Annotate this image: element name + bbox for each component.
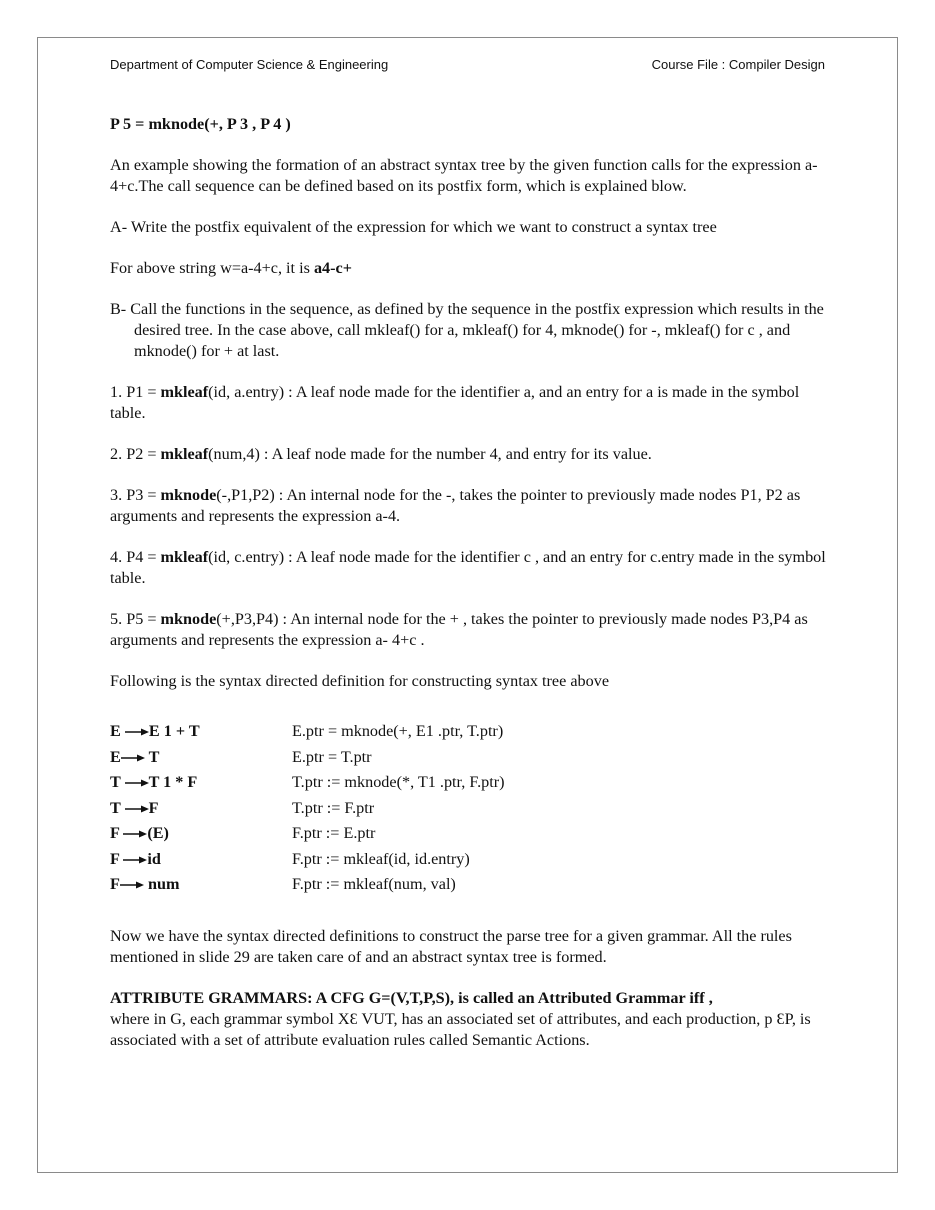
rule-row [110,719,828,745]
call-4 [110,547,828,589]
document-body [110,114,828,1051]
call-5-fn: mknode [160,610,217,628]
arrow-icon [125,804,149,814]
call-3-post: (-,P1,P2) : An internal node for the -, takes the pointer to previously made nodes P1, P2 as arguments and represents the expression a-4. [110,486,801,525]
rule-rhs: num [147,875,180,893]
top-line: P 5 = mknode(+, P 3 , P 4 ) [110,115,291,133]
rule-row [110,821,828,847]
call-3-pre: 3. P3 = [110,486,161,504]
call-2-pre: 2. P2 = [110,445,161,463]
rule-row [110,745,828,771]
arrow-icon [123,855,147,865]
sdd-intro: Following is the syntax directed definition for constructing syntax tree above [110,672,609,690]
rule-production [110,796,292,822]
call-5-post: (+,P3,P4) : An internal node for the + , takes the pointer to previously made nodes P3,P4 as arguments and represents the expression a- 4+c . [110,610,808,649]
postfix-prefix: For above string w=a-4+c, it is [110,259,314,277]
call-3-fn: mknode [160,486,217,504]
step-b: B- Call the functions in the sequence, as defined by the sequence in the postfix expression which results in the desired tree. In the case above, call mkleaf() for a, mkleaf() for 4, mknode() for -, mkleaf() for c , and mknode() for + at last. [110,300,824,360]
rule-rhs: T [148,747,160,766]
rule-production [110,821,292,847]
rule-lhs: E [110,747,121,766]
rule-action: F.ptr := mkleaf(num, val) [292,875,456,893]
rule-row [110,770,828,796]
attribute-grammars [110,988,828,1051]
call-3 [110,485,828,527]
step-a: A- Write the postfix equivalent of the expression for which we want to construct a syntax tree [110,218,717,236]
intro-paragraph: An example showing the formation of an abstract syntax tree by the given function calls for the expression a-4+c.The call sequence can be defined based on its postfix form, which is explained blow. [110,156,818,195]
call-4-post: (id, c.entry) : A leaf node made for the identifier c , and an entry for c.entry made in the symbol table. [110,548,826,587]
rule-action: T.ptr := F.ptr [292,798,375,817]
rule-production [110,770,292,796]
rule-production [110,847,292,873]
attribute-grammars-body: where in G, each grammar symbol XƐ VUT, has an associated set of attributes, and each production, p ƐP, is associated with a set of attribute evaluation rules called Semantic Actions. [110,1009,811,1049]
rule-production [110,745,292,771]
call-4-pre: 4. P4 = [110,548,161,566]
rule-lhs: E [110,722,121,740]
call-1-pre: 1. P1 = [110,383,161,401]
call-1-post: (id, a.entry) : A leaf node made for the identifier a, and an entry for a is made in the symbol table. [110,383,800,422]
postfix-value: a4-c+ [313,259,352,277]
rule-rhs: F [148,798,159,817]
arrow-icon [123,829,147,839]
postfix-line [110,258,828,279]
rule-production [110,719,292,745]
page-header [110,57,825,72]
rule-action: T.ptr := mknode(*, T1 .ptr, F.ptr) [292,773,505,791]
rule-production [110,872,292,898]
call-2-post: (num,4) : A leaf node made for the number 4, and entry for its value. [208,445,652,463]
rule-rhs: T 1 * F [148,773,198,791]
arrow-icon [125,778,149,788]
arrow-icon [120,880,144,890]
call-5-pre: 5. P5 = [110,610,161,628]
rule-lhs: F [110,849,120,868]
rule-rhs: (E) [147,824,169,842]
rule-action: E.ptr = mknode(+, E1 .ptr, T.ptr) [292,722,504,740]
header-department: Department of Computer Science & Engineering [110,57,389,72]
conclusion-paragraph: Now we have the syntax directed definitions to construct the parse tree for a given grammar. All the rules mentioned in slide 29 are taken care of and an abstract syntax tree is formed. [110,926,792,966]
call-1-fn: mkleaf [160,383,209,401]
rule-lhs: T [110,773,121,791]
call-4-fn: mkleaf [160,548,209,566]
call-5 [110,609,828,651]
call-1 [110,382,828,424]
call-2-fn: mkleaf [160,445,209,463]
rule-lhs: F [110,824,120,842]
rule-action: F.ptr := mkleaf(id, id.entry) [292,849,470,868]
sdd-rules [110,719,828,898]
header-course: Course File : Compiler Design [651,57,825,72]
rule-row [110,872,828,898]
rule-lhs: F [110,875,120,893]
arrow-icon [121,753,145,763]
rule-action: E.ptr = T.ptr [292,747,372,766]
attribute-grammars-heading: ATTRIBUTE GRAMMARS: A CFG G=(V,T,P,S), is called an Attributed Grammar iff , [110,988,713,1007]
rule-row [110,847,828,873]
rule-action: F.ptr := E.ptr [292,824,376,842]
rule-rhs: id [147,849,161,868]
rule-row [110,796,828,822]
arrow-icon [125,727,149,737]
rule-lhs: T [110,798,121,817]
call-2 [110,444,828,465]
rule-rhs: E 1 + T [148,722,200,740]
